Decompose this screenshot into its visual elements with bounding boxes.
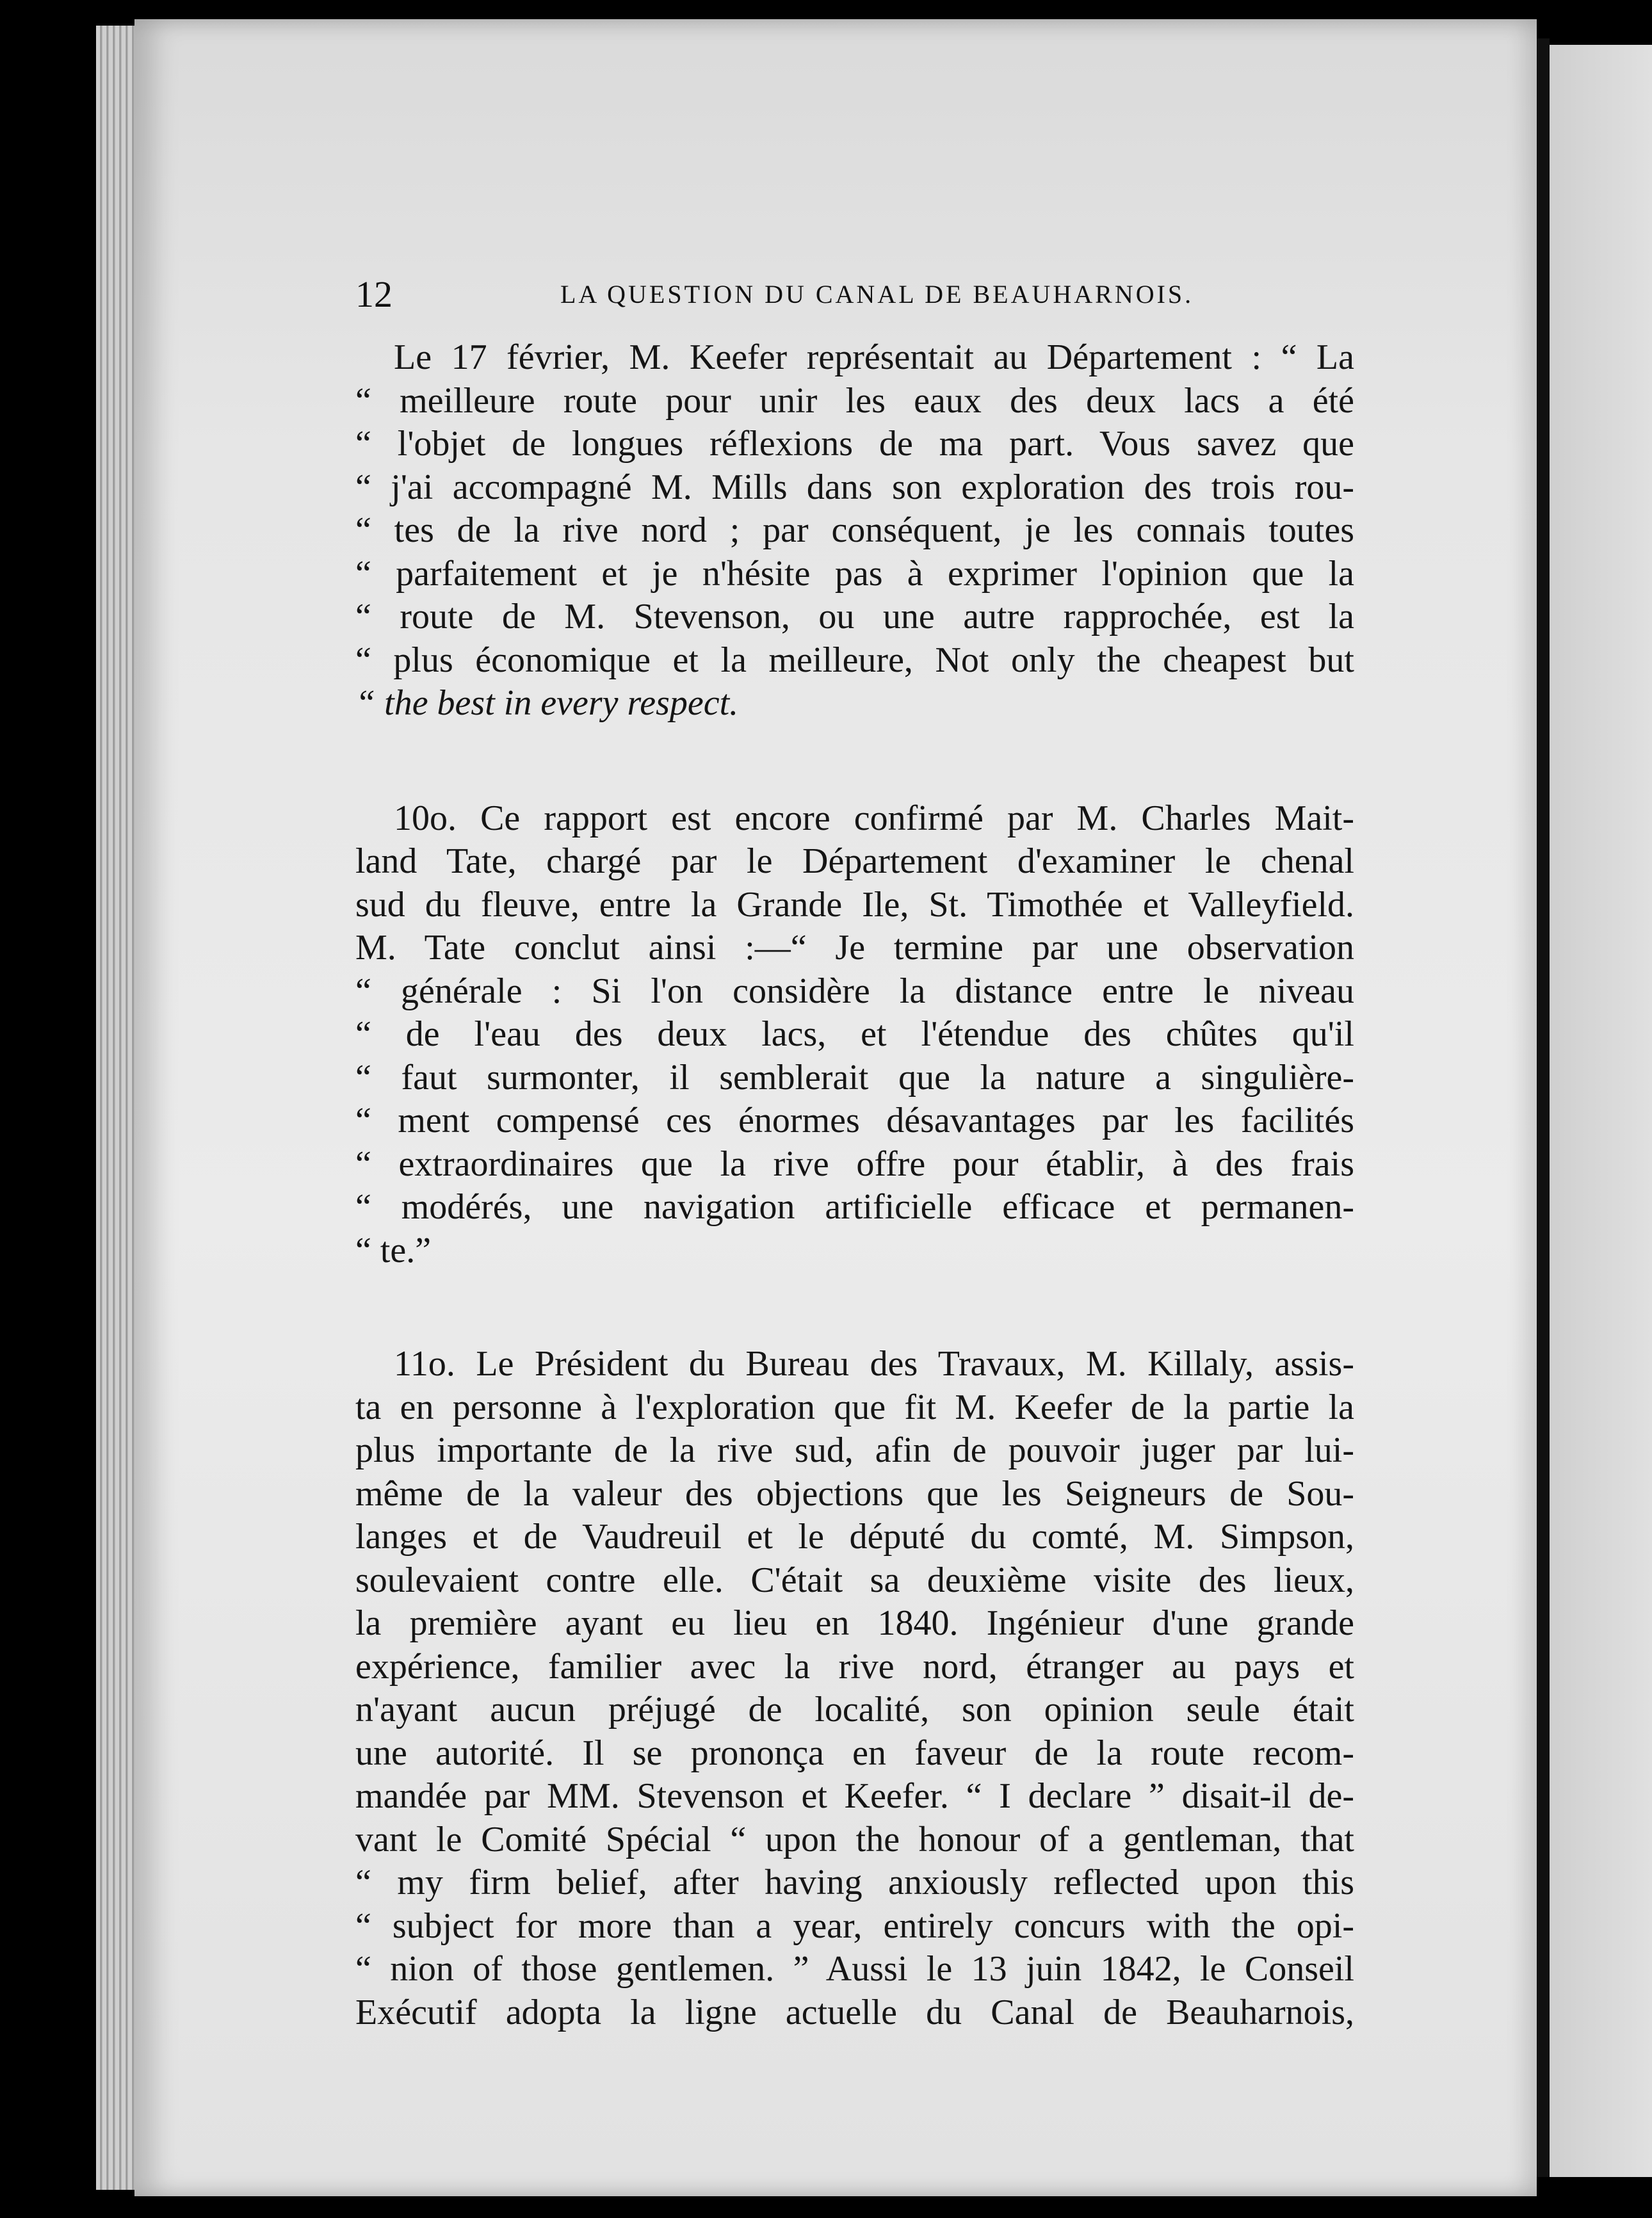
text-line: land Tate, chargé par le Département d'examiner le chenal xyxy=(355,841,1354,881)
text-line: la première ayant eu lieu en 1840. Ingénieur d'une grande xyxy=(355,1603,1354,1643)
page-header xyxy=(355,269,1354,320)
text-line: langes et de Vaudreuil et le député du comté, M. Simpson, xyxy=(355,1517,1354,1557)
text-line: plus importante de la rive sud, afin de pouvoir juger par lui- xyxy=(355,1430,1354,1470)
text-line: même de la valeur des objections que les Seigneurs de Sou- xyxy=(355,1473,1354,1514)
text-line: “ de l'eau des deux lacs, et l'étendue des chûtes qu'il xyxy=(355,1014,1354,1054)
text-line: “ te.” xyxy=(355,1230,432,1270)
text-line: “ nion of those gentlemen. ” Aussi le 13 juin 1842, le Conseil xyxy=(355,1949,1354,1989)
text-line: “ route de M. Stevenson, ou une autre rapprochée, est la xyxy=(355,597,1354,636)
text-line: 10o. Ce rapport est encore confirmé par M. Charles Mait- xyxy=(394,798,1354,838)
text-line: une autorité. Il se prononça en faveur de la route recom- xyxy=(355,1733,1354,1773)
text-line: Exécutif adopta la ligne actuelle du Canal de Beauharnois, xyxy=(355,1992,1354,2032)
text-line: “ modérés, une navigation artificielle efficace et permanen- xyxy=(355,1187,1354,1227)
text-line: “ subject for more than a year, entirely concurs with the opi- xyxy=(355,1906,1354,1946)
text-line: vant le Comité Spécial “ upon the honour of a gentleman, that xyxy=(355,1819,1354,1859)
paragraph-spacer xyxy=(355,725,1354,797)
text-line: “ l'objet de longues réflexions de ma part. Vous savez que xyxy=(355,424,1354,464)
text-line: 11o. Le Président du Bureau des Travaux, M. Killaly, assis- xyxy=(394,1344,1354,1384)
adjacent-page-edge xyxy=(1550,45,1652,2177)
text-line: “ the best in every respect. xyxy=(355,683,739,723)
text-line: “ ment compensé ces énormes désavantages par les facilités xyxy=(355,1101,1354,1140)
body-text xyxy=(355,336,1354,2034)
text-line: “ parfaitement et je n'hésite pas à exprimer l'opinion que la xyxy=(355,553,1354,594)
text-line: soulevaient contre elle. C'était sa deuxième visite des lieux, xyxy=(355,1560,1354,1600)
text-line: “ faut surmonter, il semblerait que la nature a singulière- xyxy=(355,1057,1354,1097)
page-number: 12 xyxy=(355,273,393,315)
text-line: “ plus économique et la meilleure, Not only the cheapest but xyxy=(355,640,1354,680)
gutter-shadow xyxy=(1537,38,1550,2177)
text-line: “ générale : Si l'on considère la distance entre le niveau xyxy=(355,971,1354,1011)
text-line: “ tes de la rive nord ; par conséquent, je les connais toutes xyxy=(355,510,1354,550)
text-line: M. Tate conclut ainsi :—“ Je termine par une observation xyxy=(355,928,1354,967)
text-line: “ my firm belief, after having anxiously reflected upon this xyxy=(355,1863,1354,1902)
text-line: Le 17 février, M. Keefer représentait au Département : “ La xyxy=(394,337,1354,377)
text-line: “ meilleure route pour unir les eaux des deux lacs a été xyxy=(355,380,1354,421)
text-line: sud du fleuve, entre la Grande Ile, St. Timothée et Valleyfield. xyxy=(355,884,1354,925)
text-line: expérience, familier avec la rive nord, étranger au pays et xyxy=(355,1646,1354,1687)
text-line: “ extraordinaires que la rive offre pour établir, à des frais xyxy=(355,1144,1354,1184)
text-line: “ j'ai accompagné M. Mills dans son exploration des trois rou- xyxy=(355,467,1354,507)
paragraph-spacer xyxy=(355,1272,1354,1343)
running-title: LA QUESTION DU CANAL DE BEAUHARNOIS. xyxy=(560,280,1194,309)
text-line: mandée par MM. Stevenson et Keefer. “ I declare ” disait-il de- xyxy=(355,1776,1354,1816)
text-line: ta en personne à l'exploration que fit M. Keefer de la partie la xyxy=(355,1387,1354,1427)
text-line: n'ayant aucun préjugé de localité, son opinion seule était xyxy=(355,1690,1354,1729)
